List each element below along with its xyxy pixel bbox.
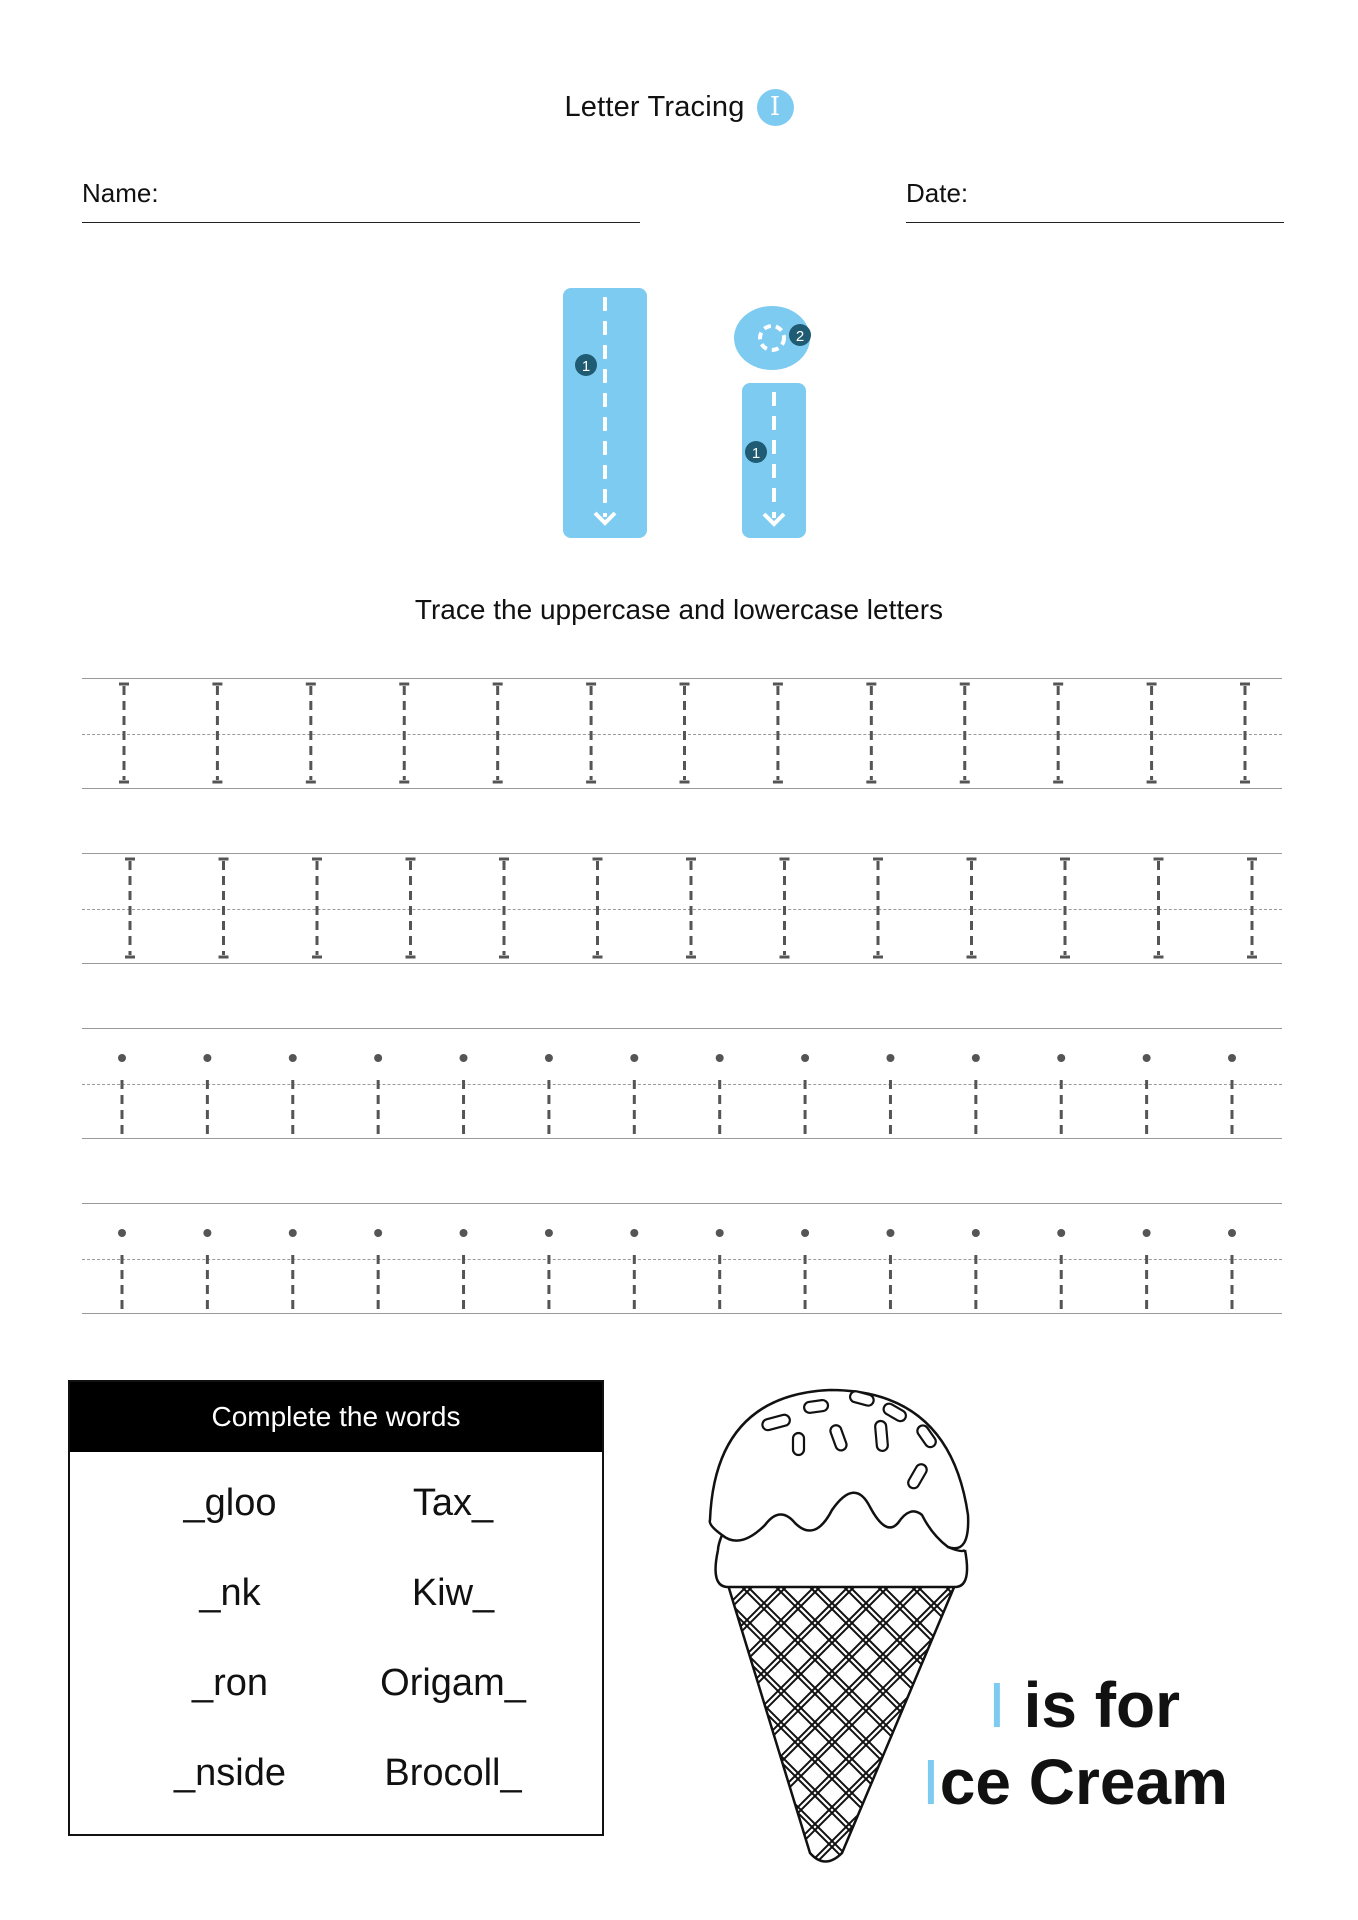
trace-glyph-uppercase (399, 684, 409, 782)
trace-glyph-lowercase (972, 1229, 980, 1311)
stroke-number-label: 2 (795, 328, 805, 345)
trace-row-glyphs (82, 1028, 1282, 1140)
trace-glyph-lowercase (1228, 1229, 1236, 1311)
trace-glyph-uppercase (1240, 684, 1250, 782)
trace-row-glyphs (82, 1203, 1282, 1315)
trace-row-glyphs (82, 853, 1282, 965)
trace-glyph-lowercase (289, 1229, 297, 1311)
word-item[interactable]: Kiw_ (411, 1572, 495, 1614)
trace-glyph-lowercase (716, 1054, 724, 1136)
trace-glyph-uppercase (593, 859, 603, 957)
word-item[interactable]: _nside (174, 1752, 286, 1794)
trace-glyph-uppercase (1147, 684, 1157, 782)
trace-glyph-lowercase (545, 1229, 553, 1311)
trace-glyph-lowercase (801, 1054, 809, 1136)
word-item[interactable]: Tax_ (412, 1482, 494, 1524)
word-box-title: Complete the words (70, 1382, 602, 1452)
trace-glyph-uppercase (680, 684, 690, 782)
trace-glyph-uppercase (967, 859, 977, 957)
trace-glyph-lowercase (1143, 1229, 1151, 1311)
trace-glyph-uppercase (499, 859, 509, 957)
trace-glyph-lowercase (1057, 1054, 1065, 1136)
word-item[interactable]: Brocoll_ (384, 1752, 522, 1794)
date-line[interactable] (906, 222, 1284, 223)
instruction-text: Trace the uppercase and lowercase letters (414, 594, 944, 625)
trace-glyph-lowercase (118, 1054, 126, 1136)
trace-glyph-lowercase (289, 1054, 297, 1136)
trace-glyph-lowercase (1057, 1229, 1065, 1311)
trace-glyph-uppercase (1053, 684, 1063, 782)
stroke-number-label: 1 (581, 358, 591, 375)
lowercase-guide-letter (730, 300, 830, 542)
trace-glyph-uppercase (1060, 859, 1070, 957)
caption-text: is for (1005, 1669, 1181, 1741)
trace-glyph-uppercase (212, 684, 222, 782)
trace-glyph-lowercase (460, 1054, 468, 1136)
trace-glyph-lowercase (203, 1229, 211, 1311)
trace-glyph-lowercase (886, 1229, 894, 1311)
trace-glyph-uppercase (773, 684, 783, 782)
complete-words-box (68, 1380, 604, 1836)
trace-glyph-uppercase (866, 684, 876, 782)
word-item[interactable]: _nk (199, 1572, 261, 1614)
trace-glyph-lowercase (630, 1054, 638, 1136)
trace-glyph-lowercase (801, 1229, 809, 1311)
trace-row-glyphs (82, 678, 1282, 790)
trace-glyph-uppercase (306, 684, 316, 782)
trace-glyph-lowercase (716, 1229, 724, 1311)
trace-glyph-lowercase (1143, 1054, 1151, 1136)
trace-glyph-uppercase (493, 684, 503, 782)
trace-glyph-lowercase (374, 1229, 382, 1311)
trace-glyph-lowercase (886, 1054, 894, 1136)
trace-glyph-lowercase (545, 1054, 553, 1136)
letter-badge-icon: I (757, 89, 794, 126)
trace-glyph-uppercase (873, 859, 883, 957)
caption-text: ce Cream (939, 1746, 1228, 1818)
word-item[interactable]: Origam_ (380, 1662, 526, 1704)
stroke-number-label: 1 (751, 445, 761, 462)
trace-row-uppercase[interactable] (82, 853, 1282, 965)
trace-glyph-uppercase (219, 859, 229, 957)
trace-glyph-uppercase (586, 684, 596, 782)
trace-glyph-lowercase (1228, 1054, 1236, 1136)
trace-glyph-uppercase (119, 684, 129, 782)
caption-line-2 (922, 1745, 1228, 1819)
trace-glyph-uppercase (406, 859, 416, 957)
trace-glyph-uppercase (125, 859, 135, 957)
name-line[interactable] (82, 222, 640, 223)
trace-row-lowercase[interactable] (82, 1203, 1282, 1315)
trace-glyph-lowercase (460, 1229, 468, 1311)
trace-row-lowercase[interactable] (82, 1028, 1282, 1140)
trace-glyph-uppercase (780, 859, 790, 957)
trace-glyph-lowercase (203, 1054, 211, 1136)
word-item[interactable]: _gloo (183, 1482, 277, 1524)
caption-line-1 (988, 1668, 1180, 1742)
trace-glyph-uppercase (312, 859, 322, 957)
trace-glyph-lowercase (374, 1054, 382, 1136)
uppercase-guide-letter (560, 285, 650, 541)
trace-glyph-uppercase (686, 859, 696, 957)
trace-glyph-uppercase (960, 684, 970, 782)
caption-accent-letter: I (922, 1746, 940, 1818)
trace-row-uppercase[interactable] (82, 678, 1282, 790)
page-title: Letter Tracing (564, 90, 745, 123)
word-item[interactable]: _ron (191, 1662, 269, 1704)
trace-glyph-lowercase (118, 1229, 126, 1311)
name-label: Name: (82, 178, 159, 208)
trace-glyph-lowercase (630, 1229, 638, 1311)
date-label: Date: (906, 178, 969, 208)
page-header (0, 82, 1358, 132)
trace-glyph-uppercase (1154, 859, 1164, 957)
trace-glyph-lowercase (972, 1054, 980, 1136)
trace-glyph-uppercase (1247, 859, 1257, 957)
caption-accent-letter: I (988, 1669, 1006, 1741)
